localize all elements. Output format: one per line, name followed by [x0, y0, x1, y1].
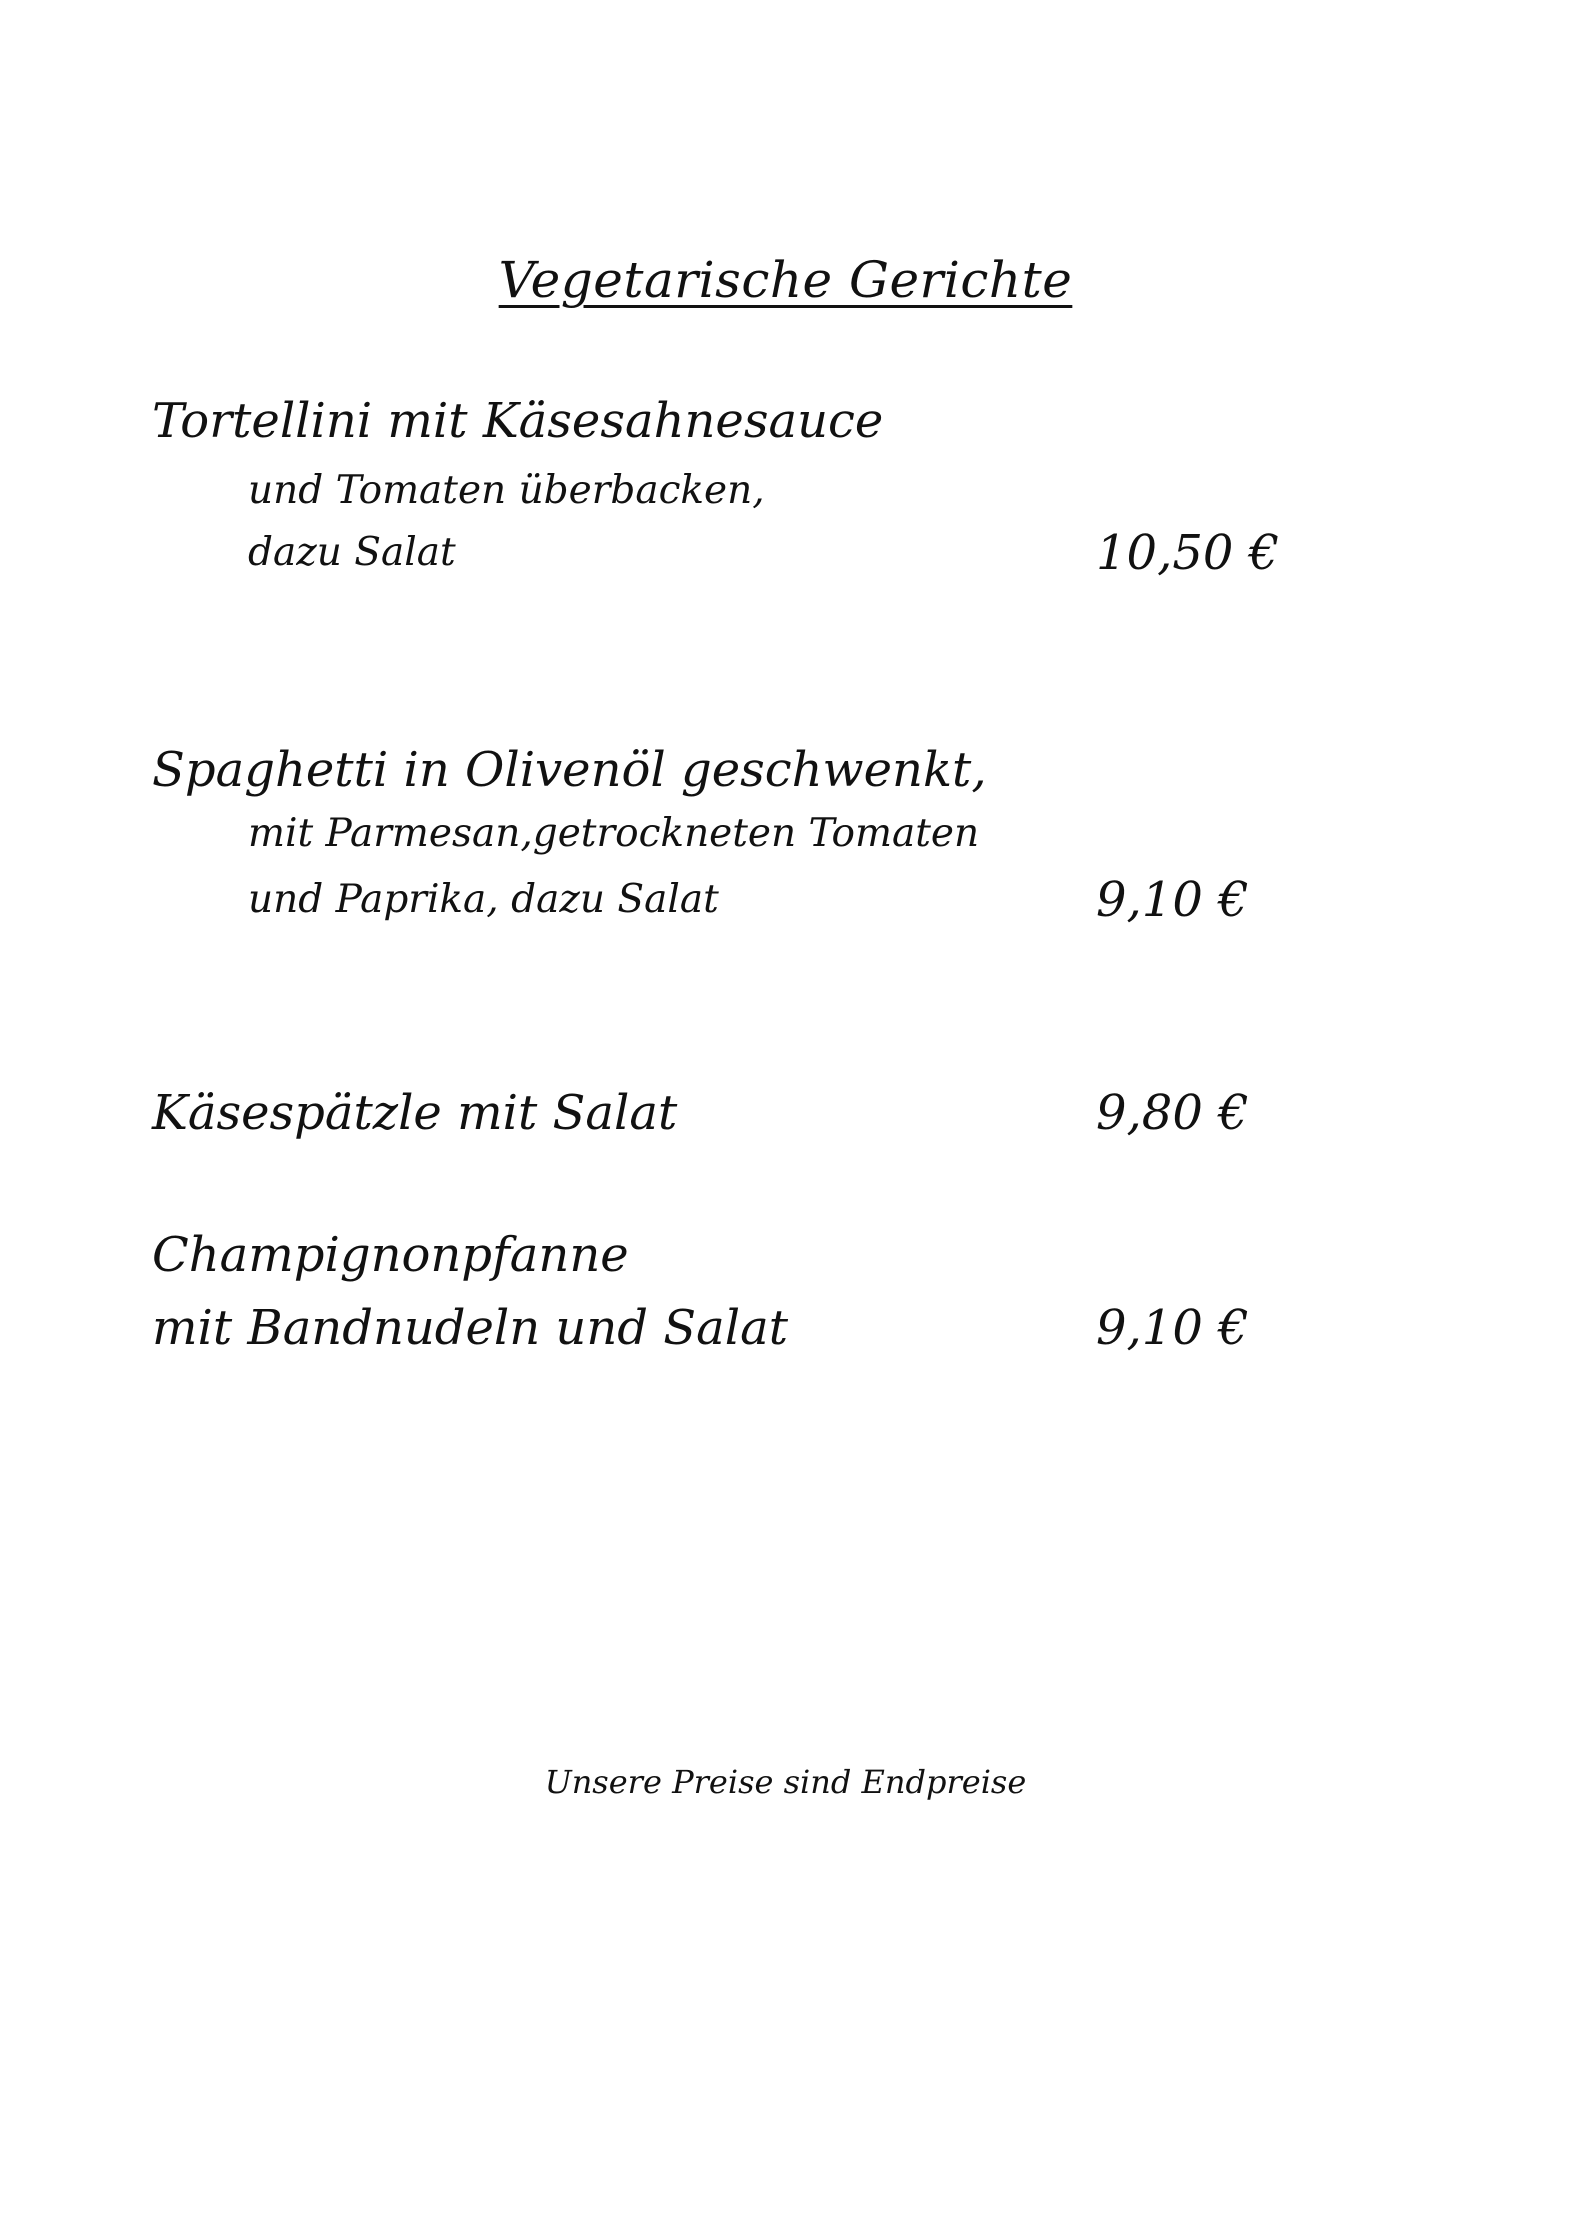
price-note-footer: Unsere Preise sind Endpreise [544, 1763, 1027, 1801]
menu-title: Vegetarische Gerichte [498, 251, 1073, 309]
dish-name-tortellini: Tortellini mit Käsesahnesauce [152, 393, 884, 449]
dish-detail-tortellini-2: dazu Salat [248, 530, 456, 575]
dish-name-spaghetti: Spaghetti in Olivenöl geschwenkt, [152, 742, 987, 798]
dish-detail-champignonpfanne: mit Bandnudeln und Salat [152, 1300, 788, 1356]
dish-detail-spaghetti-2: und Paprika, dazu Salat [248, 877, 719, 922]
dish-price-kaesespaetzle: 9,80 € [1096, 1085, 1249, 1141]
dish-price-champignonpfanne: 9,10 € [1096, 1300, 1249, 1356]
dish-name-kaesespaetzle: Käsespätzle mit Salat [152, 1085, 678, 1141]
dish-price-tortellini: 10,50 € [1096, 525, 1280, 581]
dish-name-champignonpfanne: Champignonpfanne [152, 1227, 629, 1283]
dish-detail-tortellini-1: und Tomaten überbacken, [248, 468, 765, 513]
dish-detail-spaghetti-1: mit Parmesan,getrockneten Tomaten [248, 811, 980, 856]
dish-price-spaghetti: 9,10 € [1096, 872, 1249, 928]
